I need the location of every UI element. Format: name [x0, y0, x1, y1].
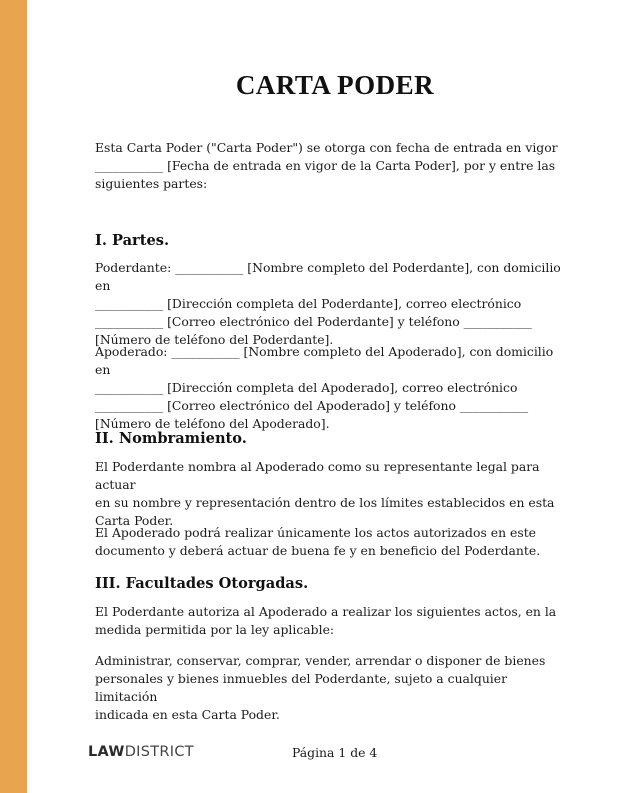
section-heading-nombramiento: II. Nombramiento. — [95, 430, 247, 447]
paragraph-facultades-1: El Poderdante autoriza al Apoderado a realizar los siguientes actos, en la medida permitida por la ley aplicable: — [95, 604, 557, 637]
paragraph-nombramiento-2: El Apoderado podrá realizar únicamente los actos autorizados en este documento y deberá actuar de buena fe y en beneficio del Poderdante. — [95, 525, 541, 558]
section-heading-facultades: III. Facultades Otorgadas. — [95, 575, 309, 592]
page-number: Página 1 de 4 — [292, 745, 378, 760]
paragraph-poderdante: Poderdante: ___________ [Nombre completo del Poderdante], con domicilio en ___________ [Dirección completa del Poderdante], correo electrónico ___________ [Correo electrónico del Poderdante] y teléfono ___________ [Número de teléfono del Poderdante]. — [95, 260, 561, 347]
paragraph-facultades-2: Administrar, conservar, comprar, vender, arrendar o disponer de bienes personales y bienes inmuebles del Poderdante, sujeto a cualquier limitación indicada en esta Carta Poder. — [95, 653, 546, 722]
section-heading-partes: I. Partes. — [95, 232, 170, 249]
document-title: CARTA PODER — [235, 70, 435, 100]
accent-side-bar — [0, 0, 27, 793]
paragraph-apoderado: Apoderado: ___________ [Nombre completo del Apoderado], con domicilio en ___________ [Dirección completa del Apoderado], correo electrónico ___________ [Correo electrónico del Apoderado] y teléfono ___________ [Número de teléfono del Apoderado]. — [95, 344, 554, 431]
lawdistrict-logo: LAWDISTRICT — [88, 744, 194, 760]
intro-paragraph: Esta Carta Poder ("Carta Poder") se otorga con fecha de entrada en vigor ___________ [Fecha de entrada en vigor de la Carta Poder], por y entre las siguientes partes: — [95, 140, 558, 191]
paragraph-nombramiento-1: El Poderdante nombra al Apoderado como su representante legal para actuar en su nombre y representación dentro de los límites establecidos en esta Carta Poder. — [95, 459, 555, 528]
